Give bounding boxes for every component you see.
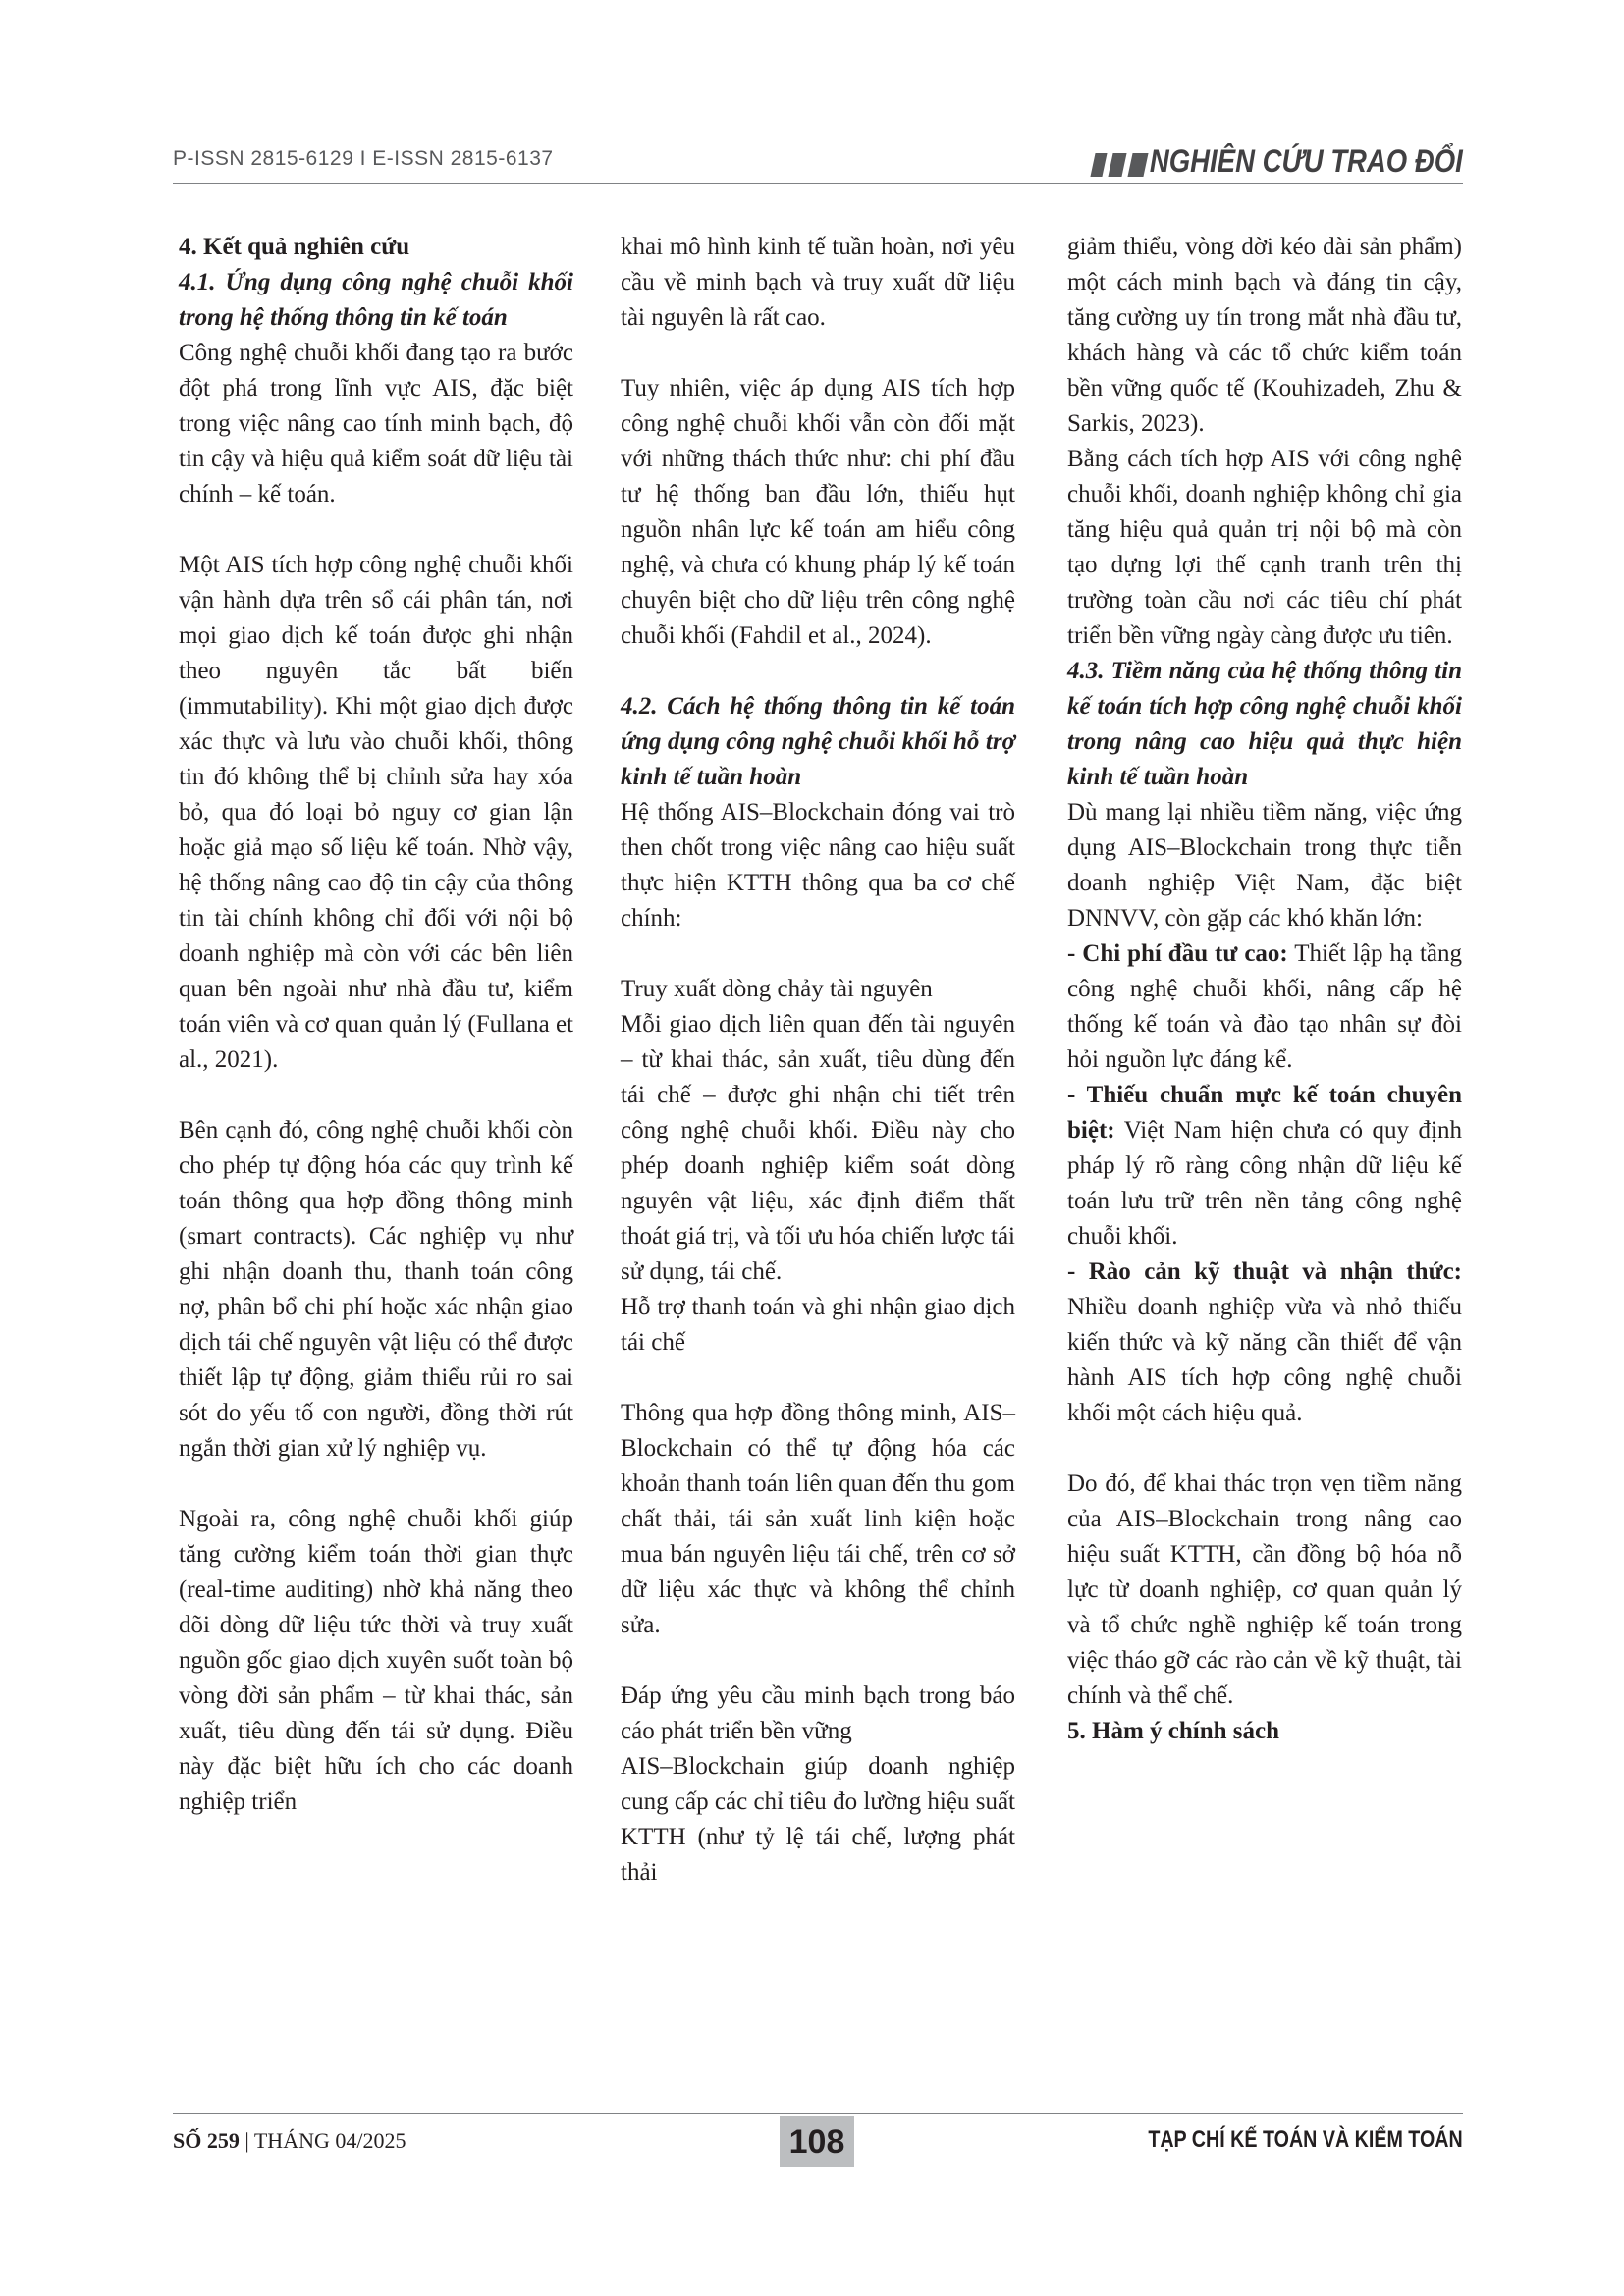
issue-info [173,2128,406,2154]
challenge-text: Việt Nam hiện chưa có quy định pháp lý rõ ràng công nhận dữ liệu kế toán lưu trữ trên nền tảng công nghệ chuỗi khối. [1067,1117,1462,1250]
subheading-4-2: 4.2. Cách hệ thống thông tin kế toán ứng dụng công nghệ chuỗi khối hỗ trợ kinh tế tuần hoàn [621,693,1015,790]
challenge-item [1067,1255,1462,1431]
subheading-4-3: 4.3. Tiềm năng của hệ thống thông tin kế toán tích hợp công nghệ chuỗi khối trong nâng cao hiệu quả thực hiện kinh tế tuần hoàn [1067,658,1462,790]
challenge-label: - Thiếu chuẩn mực kế toán chuyên biệt: [1067,1082,1462,1144]
section-title: NGHIÊN CỨU TRAO ĐỔI [1150,143,1463,179]
issue-month: | THÁNG 04/2025 [239,2128,406,2153]
paragraph: AIS–Blockchain giúp doanh nghiệp cung cấp các chỉ tiêu đo lường hiệu suất KTTH (như tỷ lệ tái chế, lượng phát thải [621,1753,1015,1886]
issue-number: SỐ 259 [173,2128,240,2153]
paragraph: giảm thiểu, vòng đời kéo dài sản phẩm) một cách minh bạch và đáng tin cậy, tăng cường uy tín trong mắt nhà đầu tư, khách hàng và các tổ chức kiểm toán bền vững quốc tế (Kouhizadeh, Zhu & Sarkis, 2023). [1067,234,1462,437]
page-number: 108 [780,2116,854,2167]
paragraph: Bên cạnh đó, công nghệ chuỗi khối còn cho phép tự động hóa các quy trình kế toán thông qua hợp đồng thông minh (smart contracts). Các nghiệp vụ như ghi nhận doanh thu, thanh toán công nợ, phân bổ chi phí hoặc xác nhận giao dịch tái chế nguyên vật liệu có thể được thiết lập tự động, giảm thiểu rủi ro sai sót do yếu tố con người, đồng thời rút ngắn thời gian xử lý nghiệp vụ. [179,1117,573,1462]
column-1 [179,230,573,1820]
paragraph: Thông qua hợp đồng thông minh, AIS–Blockchain có thể tự động hóa các khoản thanh toán liên quan đến thu gom chất thải, tái sản xuất linh kiện hoặc mua bán nguyên liệu tái chế, trên cơ sở dữ liệu xác thực và không thể chỉnh sửa. [621,1400,1016,1638]
journal-name: TẠP CHÍ KẾ TOÁN VÀ KIỂM TOÁN [1148,2126,1463,2153]
paragraph: Hệ thống AIS–Blockchain đóng vai trò then chốt trong việc nâng cao hiệu suất thực hiện KTTH thông qua ba cơ chế chính: [621,799,1015,932]
paragraph: Tuy nhiên, việc áp dụng AIS tích hợp công nghệ chuỗi khối vẫn còn đối mặt với những thách thức như: chi phí đầu tư hệ thống ban đầu lớn, thiếu hụt nguồn nhân lực kế toán am hiểu công nghệ, và chưa có khung pháp lý kế toán chuyên biệt cho dữ liệu trên công nghệ chuỗi khối (Fahdil et al., 2024). [621,375,1015,649]
issn-header: P-ISSN 2815-6129 I E-ISSN 2815-6137 [173,147,554,170]
section-heading-5: 5. Hàm ý chính sách [1067,1718,1280,1744]
paragraph: Dù mang lại nhiều tiềm năng, việc ứng dụng AIS–Blockchain trong thực tiễn doanh nghiệp Việt Nam, đặc biệt DNNVV, còn gặp các khó khăn lớn: [1067,799,1462,932]
subheading-4-1: 4.1. Ứng dụng công nghệ chuỗi khối trong hệ thống thông tin kế toán [179,269,573,331]
header-rule [173,183,1463,184]
paragraph: Công nghệ chuỗi khối đang tạo ra bước đột phá trong lĩnh vực AIS, đặc biệt trong việc nâng cao tính minh bạch, độ tin cậy và hiệu quả kiểm soát dữ liệu tài chính – kế toán. [179,340,573,507]
column-3 [1067,230,1462,1749]
challenge-label: - Chi phí đầu tư cao: [1067,940,1288,967]
section-heading-4: 4. Kết quả nghiên cứu [179,234,410,260]
mechanism-title: Đáp ứng yêu cầu minh bạch trong báo cáo phát triển bền vững [621,1682,1015,1744]
column-2 [621,230,1015,1891]
challenge-text: Thiết lập hạ tầng công nghệ chuỗi khối, nâng cấp hệ thống kế toán và đào tạo nhân sự đòi hỏi nguồn lực đáng kể. [1067,940,1462,1073]
mechanism-title: Hỗ trợ thanh toán và ghi nhận giao dịch tái chế [621,1294,1015,1356]
footer-rule [173,2113,1463,2114]
paragraph: Do đó, để khai thác trọn vẹn tiềm năng của AIS–Blockchain trong nâng cao hiệu suất KTTH, cần đồng bộ hóa nỗ lực từ doanh nghiệp, cơ quan quản lý và tổ chức nghề nghiệp kế toán trong việc tháo gỡ các rào cản về kỹ thuật, tài chính và thể chế. [1067,1470,1462,1709]
paragraph: Một AIS tích hợp công nghệ chuỗi khối vận hành dựa trên sổ cái phân tán, nơi mọi giao dịch kế toán được ghi nhận theo nguyên tắc bất biến (immutability). Khi một giao dịch được xác thực và lưu vào chuỗi khối, thông tin đó không thể bị chỉnh sửa hay xóa bỏ, qua đó loại bỏ nguy cơ gian lận hoặc giả mạo số liệu kế toán. Nhờ vậy, hệ thống nâng cao độ tin cậy của thông tin tài chính không chỉ đối với nội bộ doanh nghiệp mà còn với các bên liên quan bên ngoài như nhà đầu tư, kiểm toán viên và cơ quan quản lý (Fullana et al., 2021). [179,552,573,1073]
challenge-text: Nhiều doanh nghiệp vừa và nhỏ thiếu kiến thức và kỹ năng cần thiết để vận hành AIS tích hợp công nghệ chuỗi khối một cách hiệu quả. [1067,1294,1462,1426]
paragraph: Mỗi giao dịch liên quan đến tài nguyên – từ khai thác, sản xuất, tiêu dùng đến tái chế – được ghi nhận chi tiết trên công nghệ chuỗi khối. Điều này cho phép doanh nghiệp kiểm soát dòng nguyên vật liệu, xác định điểm thất thoát giá trị, và tối ưu hóa chiến lược tái sử dụng, tái chế. [621,1011,1015,1285]
paragraph: Ngoài ra, công nghệ chuỗi khối giúp tăng cường kiểm toán thời gian thực (real-time auditing) nhờ khả năng theo dõi dòng dữ liệu tức thời và truy xuất nguồn gốc giao dịch xuyên suốt toàn bộ vòng đời sản phẩm – từ khai thác, sản xuất, tiêu dùng đến tái sử dụng. Điều này đặc biệt hữu ích cho các doanh nghiệp triển [179,1506,573,1815]
challenge-label: - Rào cản kỹ thuật và nhận thức: [1067,1258,1462,1285]
mechanism-title: Truy xuất dòng chảy tài nguyên [621,976,933,1002]
paragraph: Bằng cách tích hợp AIS với công nghệ chuỗi khối, doanh nghiệp không chỉ gia tăng hiệu quả quản trị nội bộ mà còn tạo dựng lợi thế cạnh tranh trên thị trường toàn cầu nơi các tiêu chí phát triển bền vững ngày càng được ưu tiên. [1067,446,1462,649]
challenge-item [1067,1078,1462,1255]
paragraph: khai mô hình kinh tế tuần hoàn, nơi yêu cầu về minh bạch và truy xuất dữ liệu tài nguyên là rất cao. [621,234,1015,331]
challenge-item [1067,936,1462,1078]
header-bars-decoration [1093,153,1152,177]
